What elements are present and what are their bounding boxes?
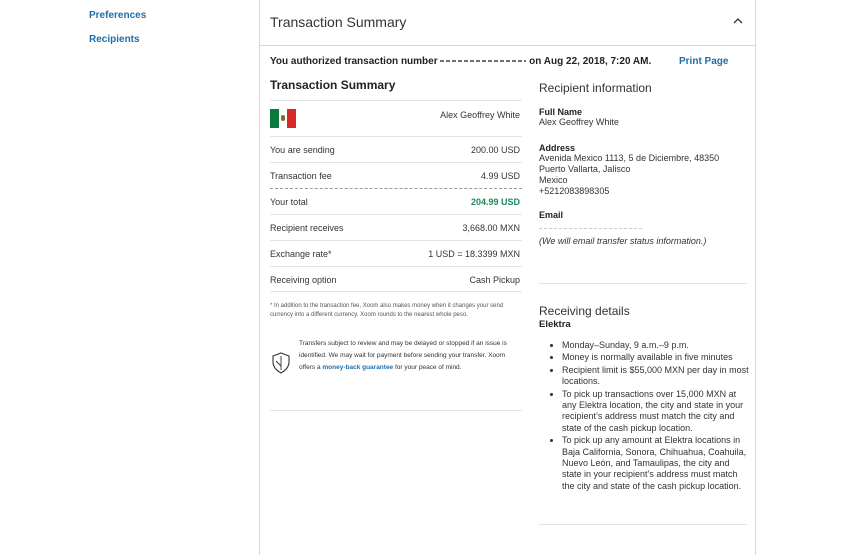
email-redacted [539,226,644,232]
guarantee-text-after: for your peace of mind. [395,364,462,371]
exchange-rate-label: Exchange rate* [270,249,332,259]
sidebar-item-preferences[interactable]: Preferences [89,10,147,21]
authorization-line [270,56,651,67]
transaction-summary-panel [259,0,756,555]
list-item: • Recipient limit is $55,000 MXN per day in most locations. [562,365,749,388]
receiving-heading: Receiving details [539,304,630,318]
transaction-number-redacted [440,57,526,65]
fee-value: 4.99 USD [480,171,520,181]
address-label: Address [539,143,576,153]
sidebar-item-recipients[interactable]: Recipients [89,34,140,45]
recipient-name: Alex Geoffrey White [440,110,520,120]
recipient-row [270,100,522,136]
email-label: Email [539,210,564,220]
total-label: Your total [270,197,308,207]
exchange-rate-value: 1 USD = 18.3399 MXN [428,249,520,259]
recipient-heading: Recipient information [539,81,652,95]
fee-label: Transaction fee [270,171,332,181]
receiving-details [539,304,749,493]
panel-header[interactable] [260,0,755,46]
address-line: Mexico [539,175,568,185]
divider [539,524,747,525]
auth-suffix: on Aug 22, 2018, 7:20 AM. [529,56,652,67]
phone-number: +5212083898305 [539,186,610,196]
full-name-value: Alex Geoffrey White [539,117,619,127]
fee-row [270,162,522,188]
panel-title: Transaction Summary [270,14,407,30]
receiving-option-row [270,266,522,292]
total-value: 204.99 USD [470,197,520,207]
exchange-rate-footnote: * In addition to the transaction fee, Xoom also makes money when it changes your send currency into a different currency. Xoom rounds to the nearest whole peso. [270,303,504,318]
recipient-receives-label: Recipient receives [270,223,344,233]
list-item: • Monday–Sunday, 9 a.m.–9 p.m. [562,340,749,351]
guarantee-text-before: Transfers subject to review and may be delayed or stopped if an issue is identified. We may wait for payment before sending your transfer. Xoom offers a [299,340,507,371]
receiving-details-list [539,340,749,492]
list-item: • Money is normally available in five minutes [562,352,749,363]
list-item: • To pick up any amount at Elektra locations in Baja California, Sonora, Chihuahua, Coahuila, Nuevo León, and Tamaulipas, the city and state in your recipient’s address must match the city and state of the cash pickup location. [562,435,749,492]
chevron-up-icon[interactable] [733,16,743,26]
recipient-column [539,78,747,246]
sending-row [270,136,522,162]
money-back-guarantee-notice [270,338,522,392]
summary-heading: Transaction Summary [270,78,396,92]
recipient-receives-value: 3,668.00 MXN [462,223,520,233]
divider [270,410,522,411]
pickup-agent: Elektra [539,319,571,330]
print-page-link[interactable]: Print Page [679,56,729,67]
divider [539,283,747,284]
auth-prefix: You authorized transaction number [270,56,438,67]
exchange-rate-row [270,240,522,266]
receiving-option-value: Cash Pickup [469,275,520,285]
shield-icon [272,352,290,374]
mexico-flag-icon [270,109,296,128]
receiving-option-label: Receiving option [270,275,337,285]
total-row [270,188,522,214]
address-line: Puerto Vallarta, Jalisco [539,164,631,174]
sending-value: 200.00 USD [470,145,520,155]
money-back-guarantee-link[interactable]: money-back guarantee [322,364,394,371]
address-line: Avenida Mexico 1113, 5 de Diciembre, 48350 [539,153,720,163]
full-name-label: Full Name [539,107,583,117]
summary-column [270,78,522,392]
list-item: • To pick up transactions over 15,000 MXN at any Elektra location, the city and state in your recipient’s address must match the city and state of the cash pickup location. [562,389,749,435]
email-note: (We will email transfer status information.) [539,236,707,246]
guarantee-text [299,338,521,374]
sending-label: You are sending [270,145,335,155]
recipient-receives-row [270,214,522,240]
sidebar [0,0,258,555]
